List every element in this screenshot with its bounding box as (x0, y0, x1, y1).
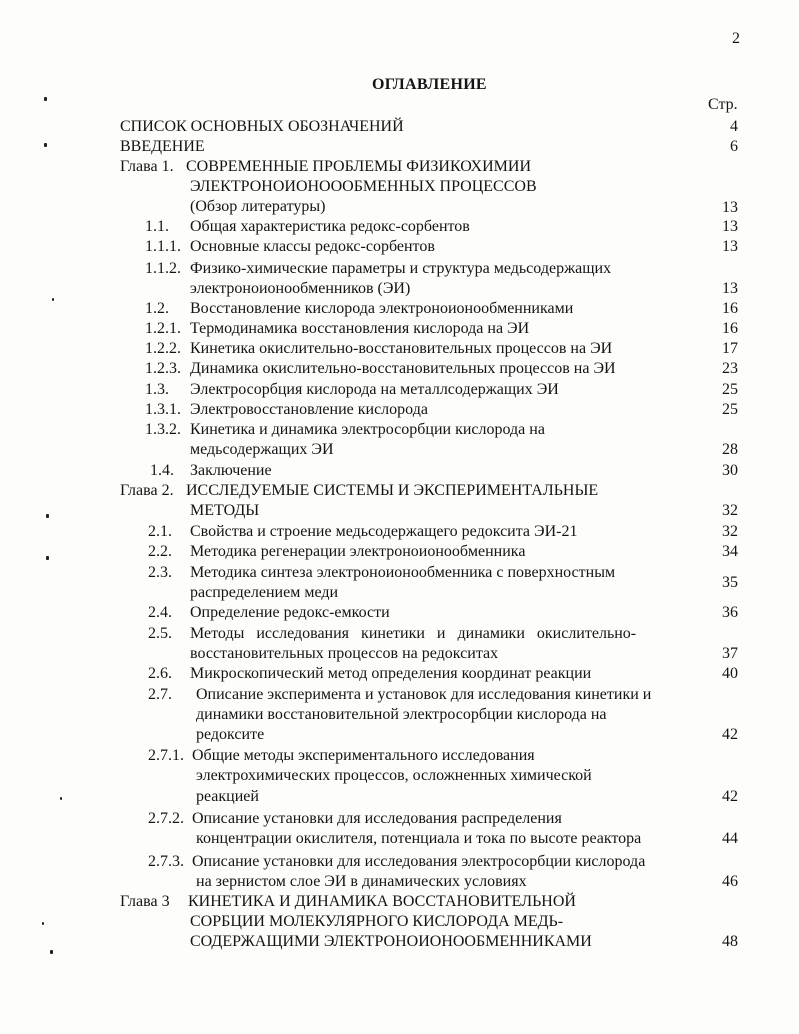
toc-entry-title: Методика синтеза электроноионообменника с поверхностным (190, 564, 616, 581)
toc-entry-page: 36 (722, 604, 738, 621)
toc-entry-title: медьсодержащих ЭИ (190, 441, 334, 458)
toc-entry-title: СОДЕРЖАЩИМИ ЭЛЕКТРОНОИОНООБМЕННИКАМИ (190, 933, 592, 950)
toc-entry-title: Динамика окислительно-восстановительных процессов на ЭИ (190, 360, 616, 377)
toc-entry-number: 1.1.2. (145, 260, 181, 277)
toc-entry-number: 2.2. (148, 543, 172, 560)
toc-entry-page: 34 (722, 543, 738, 560)
toc-entry-title: Основные классы редокс-сорбентов (190, 238, 435, 255)
toc-entry-title: на зернистом слое ЭИ в динамических условиях (196, 873, 527, 890)
toc-entry-page: 13 (722, 238, 738, 255)
toc-entry-title: СПИСОК ОСНОВНЫХ ОБОЗНАЧЕНИЙ (120, 118, 404, 135)
toc-entry-title: Микроскопический метод определения координат реакции (190, 665, 592, 682)
toc-entry-title: Кинетика и динамика электросорбции кислорода на (190, 421, 545, 438)
toc-entry-number: 2.7.3. (148, 853, 184, 870)
toc-entry-number: 2.7. (148, 686, 172, 703)
toc-entry-page: 32 (722, 502, 738, 519)
toc-entry-page: 13 (722, 218, 738, 235)
toc-entry-title: редоксите (196, 726, 265, 743)
toc-entry-number: 2.5. (148, 625, 172, 642)
toc-entry-number: 1.3.1. (145, 401, 181, 418)
toc-entry-page: 35 (722, 574, 738, 591)
scan-speck (46, 514, 49, 518)
toc-entry-number: 1.4. (150, 462, 174, 479)
toc-entry-title: концентрации окислителя, потенциала и тока по высоте реактора (196, 830, 642, 847)
toc-entry-title: Кинетика окислительно-восстановительных процессов на ЭИ (190, 340, 613, 357)
toc-entry-title: СОВРЕМЕННЫЕ ПРОБЛЕМЫ ФИЗИКОХИМИИ (186, 158, 531, 175)
toc-entry-title: Восстановление кислорода электроноионообменниками (190, 300, 574, 317)
toc-entry-title: ЭЛЕКТРОНОИОНОООБМЕННЫХ ПРОЦЕССОВ (190, 178, 537, 195)
scan-speck (50, 950, 53, 954)
toc-entry-page: 25 (722, 381, 738, 398)
toc-entry-title: Физико-химические параметры и структура медьсодержащих (190, 260, 612, 277)
toc-entry-number: Глава 3 (120, 893, 170, 910)
toc-title: ОГЛАВЛЕНИЕ (372, 76, 487, 93)
toc-entry-title: Описание эксперимента и установок для исследования кинетики и (196, 686, 652, 703)
toc-entry-title: Определение редокс-емкости (190, 604, 390, 621)
toc-entry-number: Глава 1. (120, 158, 174, 175)
scan-speck (44, 143, 47, 147)
toc-entry-title: Электросорбция кислорода на металлсодержащих ЭИ (190, 381, 559, 398)
scan-speck (44, 97, 47, 101)
toc-entry-number: 1.1.1. (145, 238, 181, 255)
toc-entry-title: Общие методы экспериментального исследования (192, 747, 535, 764)
scan-speck (42, 922, 44, 925)
toc-entry-title: Электровосстановление кислорода (190, 401, 428, 418)
toc-entry-page: 17 (722, 340, 738, 357)
toc-entry-page: 46 (722, 873, 738, 890)
toc-entry-title: ВВЕДЕНИЕ (120, 138, 205, 155)
toc-entry-page: 13 (722, 199, 738, 216)
toc-entry-title: реакцией (196, 788, 259, 805)
scan-speck (52, 298, 54, 301)
toc-entry-number: 2.6. (148, 665, 172, 682)
toc-entry-number: 1.3.2. (145, 421, 181, 438)
toc-entry-number: 2.1. (148, 523, 172, 540)
toc-entry-page: 42 (722, 726, 738, 743)
toc-entry-title: КИНЕТИКА И ДИНАМИКА ВОССТАНОВИТЕЛЬНОЙ (188, 893, 576, 910)
toc-entry-page: 6 (730, 138, 738, 155)
toc-entry-title: Описание установки для исследования электросорбции кислорода (192, 853, 646, 870)
toc-entry-number: 1.2.3. (145, 360, 181, 377)
page-number: 2 (732, 30, 740, 47)
toc-entry-title: Методика регенерации электроноионообменника (190, 543, 526, 560)
page-column-header: Стр. (708, 96, 738, 113)
toc-entry-number: 1.2.1. (145, 320, 181, 337)
toc-entry-number: 1.2.2. (145, 340, 181, 357)
toc-entry-page: 30 (722, 462, 738, 479)
toc-entry-page: 37 (722, 645, 738, 662)
toc-entry-title: СОРБЦИИ МОЛЕКУЛЯРНОГО КИСЛОРОДА МЕДЬ- (190, 913, 564, 930)
toc-entry-title: Общая характеристика редокс-сорбентов (190, 218, 470, 235)
toc-entry-page: 28 (722, 441, 738, 458)
toc-entry-page: 42 (722, 788, 738, 805)
toc-entry-page: 13 (722, 280, 738, 297)
toc-entry-title: электроноионообменников (ЭИ) (190, 280, 411, 297)
toc-entry-title: электрохимических процессов, осложненных химической (196, 767, 592, 784)
toc-entry-number: Глава 2. (120, 482, 174, 499)
toc-entry-page: 40 (722, 665, 738, 682)
toc-entry-page: 44 (722, 830, 738, 847)
scan-speck (60, 797, 62, 800)
toc-entry-number: 1.3. (145, 381, 169, 398)
toc-entry-title: ИССЛЕДУЕМЫЕ СИСТЕМЫ И ЭКСПЕРИМЕНТАЛЬНЫЕ (186, 482, 599, 499)
toc-entry-page: 32 (722, 523, 738, 540)
toc-entry-title: МЕТОДЫ (190, 502, 260, 519)
toc-entry-title: Методы исследования кинетики и динамики окислительно- (190, 625, 637, 642)
toc-entry-title: Термодинамика восстановления кислорода на ЭИ (190, 320, 530, 337)
toc-entry-page: 16 (722, 300, 738, 317)
toc-entry-title: распределением меди (190, 584, 339, 601)
toc-entry-title: (Обзор литературы) (190, 198, 326, 215)
scan-speck (46, 556, 49, 560)
toc-entry-title: динамики восстановительной электросорбции кислорода на (196, 706, 607, 723)
toc-entry-number: 2.3. (148, 564, 172, 581)
toc-entry-page: 23 (722, 360, 738, 377)
toc-entry-number: 2.7.2. (148, 810, 184, 827)
toc-entry-number: 2.4. (148, 604, 172, 621)
toc-entry-number: 2.7.1. (148, 747, 184, 764)
toc-entry-page: 48 (722, 933, 738, 950)
toc-entry-page: 16 (722, 320, 738, 337)
toc-entry-title: Заключение (190, 462, 272, 479)
toc-entry-number: 1.2. (145, 300, 169, 317)
toc-entry-title: восстановительных процессов на редокситах (190, 645, 499, 662)
toc-entry-title: Описание установки для исследования распределения (192, 810, 562, 827)
toc-entry-title: Свойства и строение медьсодержащего редоксита ЭИ-21 (190, 523, 578, 540)
toc-entry-number: 1.1. (145, 218, 169, 235)
toc-entry-page: 4 (730, 118, 738, 135)
toc-entry-page: 25 (722, 401, 738, 418)
